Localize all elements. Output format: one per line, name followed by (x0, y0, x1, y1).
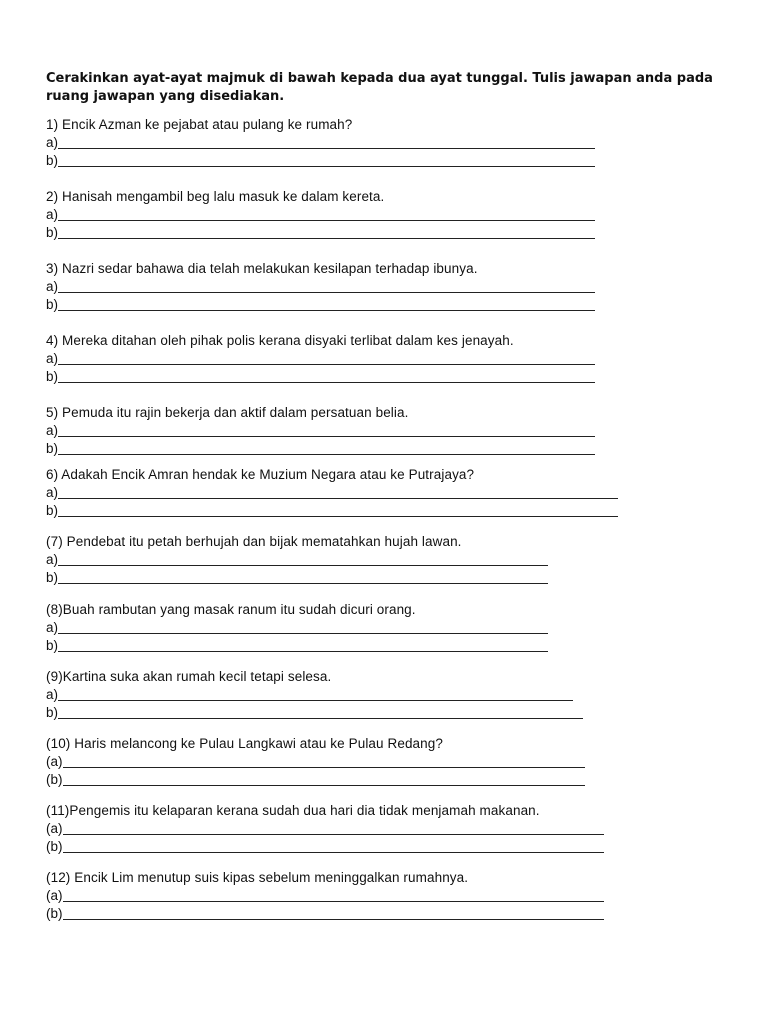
answer-line[interactable] (63, 754, 585, 768)
answer-line[interactable] (58, 552, 548, 566)
answer-row-b[interactable] (46, 502, 726, 520)
question-text: 5) Pemuda itu rajin bekerja dan aktif dalam persatuan belia. (46, 405, 409, 420)
answer-label: a) (46, 207, 59, 222)
answer-line[interactable] (58, 369, 595, 383)
answer-label: b) (46, 441, 59, 456)
answer-label: b) (46, 570, 59, 585)
answer-row-a[interactable] (46, 686, 726, 704)
answer-line[interactable] (58, 485, 618, 499)
answer-row-b[interactable] (46, 905, 726, 923)
answer-row-a[interactable] (46, 753, 726, 771)
question-text: (12) Encik Lim menutup suis kipas sebelum meninggalkan rumahnya. (46, 870, 469, 885)
question-text: (11)Pengemis itu kelaparan kerana sudah dua hari dia tidak menjamah makanan. (46, 803, 540, 818)
question-text: 1) Encik Azman ke pejabat atau pulang ke rumah? (46, 117, 353, 132)
question-2 (46, 188, 726, 242)
answer-row-a[interactable] (46, 887, 726, 905)
question-3 (46, 260, 726, 314)
answer-line[interactable] (63, 888, 604, 902)
answer-row-b[interactable] (46, 704, 726, 722)
question-text: 6) Adakah Encik Amran hendak ke Muzium Negara atau ke Putrajaya? (46, 467, 475, 482)
answer-label: (b) (46, 839, 63, 854)
answer-row-b[interactable] (46, 569, 726, 587)
question-text: (8)Buah rambutan yang masak ranum itu sudah dicuri orang. (46, 602, 416, 617)
answer-label: a) (46, 620, 59, 635)
answer-label: (a) (46, 821, 63, 836)
question-text: (10) Haris melancong ke Pulau Langkawi atau ke Pulau Redang? (46, 736, 443, 751)
question-1 (46, 116, 726, 170)
answer-label: a) (46, 351, 59, 366)
answer-label: b) (46, 225, 59, 240)
answer-line[interactable] (58, 135, 595, 149)
answer-row-a[interactable] (46, 350, 726, 368)
answer-line[interactable] (58, 687, 573, 701)
answer-line[interactable] (58, 153, 595, 167)
answer-line[interactable] (58, 423, 595, 437)
answer-row-a[interactable] (46, 134, 726, 152)
answer-label: b) (46, 503, 59, 518)
question-5 (46, 404, 726, 458)
answer-row-b[interactable] (46, 838, 726, 856)
question-text: (7) Pendebat itu petah berhujah dan bijak mematahkan hujah lawan. (46, 534, 462, 549)
question-9 (46, 668, 726, 722)
answer-row-a[interactable] (46, 278, 726, 296)
question-4 (46, 332, 726, 386)
question-7 (46, 533, 726, 587)
question-8 (46, 601, 726, 655)
answer-line[interactable] (58, 503, 618, 517)
answer-label: (b) (46, 772, 63, 787)
question-6 (46, 466, 726, 520)
answer-line[interactable] (58, 225, 595, 239)
answer-label: a) (46, 687, 59, 702)
question-text: (9)Kartina suka akan rumah kecil tetapi selesa. (46, 669, 332, 684)
answer-line[interactable] (63, 772, 585, 786)
answer-row-a[interactable] (46, 619, 726, 637)
answer-label: (a) (46, 888, 63, 903)
question-text: 4) Mereka ditahan oleh pihak polis kerana disyaki terlibat dalam kes jenayah. (46, 333, 514, 348)
answer-label: a) (46, 135, 59, 150)
answer-row-b[interactable] (46, 637, 726, 655)
answer-row-b[interactable] (46, 296, 726, 314)
answer-line[interactable] (63, 906, 604, 920)
answer-row-b[interactable] (46, 152, 726, 170)
answer-label: a) (46, 485, 59, 500)
answer-row-a[interactable] (46, 820, 726, 838)
question-11 (46, 802, 726, 856)
answer-label: b) (46, 369, 59, 384)
answer-line[interactable] (58, 620, 548, 634)
answer-row-b[interactable] (46, 224, 726, 242)
answer-line[interactable] (58, 279, 595, 293)
answer-label: (b) (46, 906, 63, 921)
answer-row-a[interactable] (46, 484, 726, 502)
answer-row-a[interactable] (46, 206, 726, 224)
instructions-text: Cerakinkan ayat-ayat majmuk di bawah kepada dua ayat tunggal. Tulis jawapan anda pada ruang jawapan yang disediakan. (46, 71, 713, 104)
answer-label: b) (46, 705, 59, 720)
answer-line[interactable] (58, 297, 595, 311)
question-text: 3) Nazri sedar bahawa dia telah melakukan kesilapan terhadap ibunya. (46, 261, 478, 276)
answer-line[interactable] (58, 705, 583, 719)
answer-label: b) (46, 638, 59, 653)
answer-label: b) (46, 297, 59, 312)
answer-line[interactable] (58, 638, 548, 652)
answer-row-b[interactable] (46, 440, 726, 458)
question-12 (46, 869, 726, 923)
answer-line[interactable] (58, 441, 595, 455)
question-text: 2) Hanisah mengambil beg lalu masuk ke dalam kereta. (46, 189, 385, 204)
answer-row-b[interactable] (46, 771, 726, 789)
answer-label: a) (46, 423, 59, 438)
answer-label: b) (46, 153, 59, 168)
answer-label: (a) (46, 754, 63, 769)
question-10 (46, 735, 726, 789)
answer-line[interactable] (63, 821, 604, 835)
answer-label: a) (46, 279, 59, 294)
answer-line[interactable] (58, 351, 595, 365)
answer-label: a) (46, 552, 59, 567)
answer-row-a[interactable] (46, 422, 726, 440)
answer-line[interactable] (58, 207, 595, 221)
answer-line[interactable] (63, 839, 604, 853)
answer-row-b[interactable] (46, 368, 726, 386)
answer-line[interactable] (58, 570, 548, 584)
answer-row-a[interactable] (46, 551, 726, 569)
